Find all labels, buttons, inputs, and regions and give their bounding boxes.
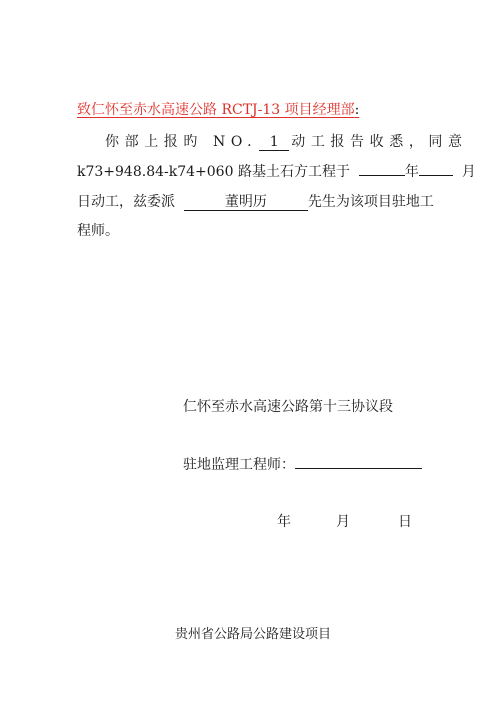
date-year-label: 年: [277, 514, 291, 530]
date-month-label: 月: [336, 514, 350, 530]
addressee-text: 致仁怀至赤水高速公路 RCTJ-13 项目经理部: [77, 102, 355, 118]
report-number-field: 1: [259, 135, 289, 151]
line3-prefix: 日动工，兹委派: [77, 194, 175, 210]
addressee-line: [77, 99, 359, 119]
date-day-label: 日: [398, 514, 412, 530]
year-label: 年: [404, 164, 419, 180]
body-line-4: 程师。: [77, 223, 119, 239]
month-label: 月: [461, 164, 476, 180]
body-line-3: [77, 191, 434, 211]
line1-prefix: 你部上报旳 NO.: [105, 134, 258, 150]
line3-suffix: 先生为该项目驻地工: [307, 194, 434, 210]
signature-organization: 仁怀至赤水高速公路第十三协议段: [183, 399, 393, 415]
delegate-name-field: 董明历: [184, 195, 308, 211]
engineer-signature-line: [295, 456, 422, 469]
body-line-2: [77, 161, 476, 181]
line1-suffix: 动工报告收悉，同意: [291, 134, 468, 150]
start-month-blank: [419, 174, 453, 176]
engineer-label: 驻地监理工程师：: [183, 457, 295, 473]
addressee-colon: :: [354, 102, 360, 118]
start-year-blank: [359, 174, 405, 176]
line2-prefix: k73+948.84-k74+060 路基土石方工程于: [77, 164, 350, 180]
body-line-1: [105, 131, 468, 151]
signature-engineer-row: [183, 454, 422, 474]
footer-text: 贵州省公路局公路建设项目: [175, 627, 332, 642]
